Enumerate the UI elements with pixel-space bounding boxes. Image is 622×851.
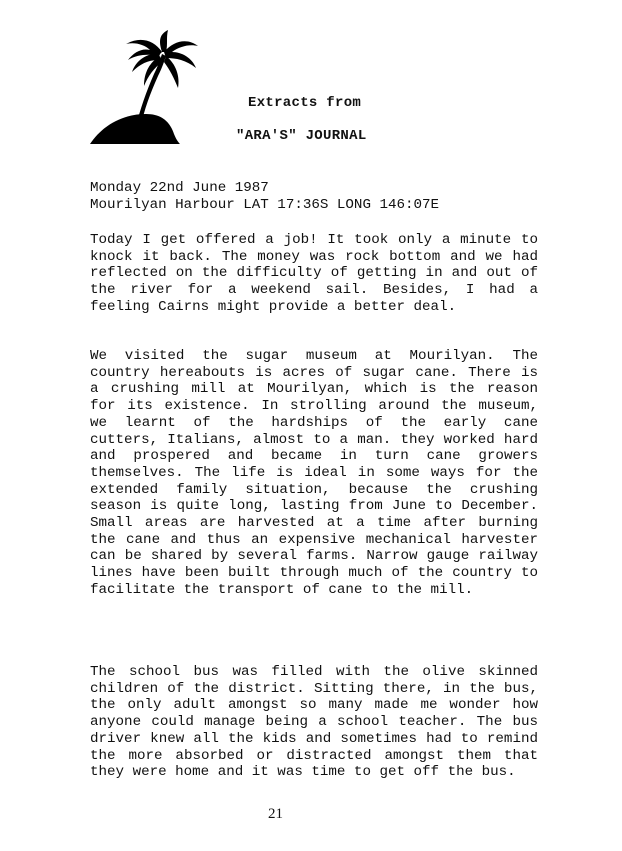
paragraph-1: Today I get offered a job! It took only a minute to knock it back. The money was rock bottom and we had reflected on the difficulty of getting in and out of the river for a weekend sail. Besides, I had a feeling Cairns might provide a better deal. bbox=[90, 232, 538, 315]
paragraph-2: We visited the sugar museum at Mourilyan. The country hereabouts is acres of sugar cane. There is a crushing mill at Mourilyan, which is the reason for its existence. In strolling around the museum, we learnt of the hardships of the early cane cutters, Italians, almost to a man. they worked hard and prospered and became in turn cane growers themselves. The life is ideal in some ways for the extended family situation, because the crushing season is quite long, lasting from June to December. Small areas are harvested at a time after burning the cane and thus an expensive mechanical harvester can be shared by several farms. Narrow gauge railway lines have been built through much of the country to facilitate the transport of cane to the mill. bbox=[90, 348, 538, 598]
entry-date: Monday 22nd June 1987 bbox=[90, 180, 269, 196]
palm-island-icon bbox=[88, 30, 200, 146]
page-number: 21 bbox=[268, 806, 283, 822]
journal-title: "ARA'S" JOURNAL bbox=[236, 128, 367, 144]
paragraph-3: The school bus was filled with the olive skinned children of the district. Sitting there, in the bus, the only adult amongst so many made me wonder how anyone could manage being a school teacher. The bus driver knew all the kids and sometimes had to remind the more absorbed or distracted amongst them that they were home and it was time to get off the bus. bbox=[90, 664, 538, 781]
entry-header bbox=[90, 180, 439, 214]
title-line-1: Extracts from bbox=[248, 95, 362, 111]
entry-location: Mourilyan Harbour LAT 17:36S LONG 146:07E bbox=[90, 197, 440, 213]
